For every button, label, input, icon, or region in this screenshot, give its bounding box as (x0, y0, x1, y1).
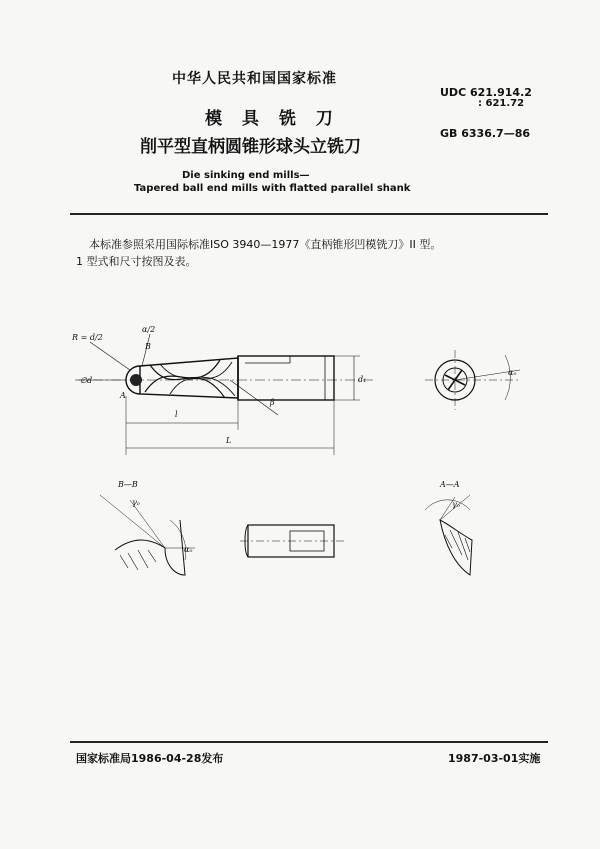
label-rake-angle-aa: γₒ (452, 500, 460, 509)
reference-paragraph: 本标准参照采用国际标准ISO 3940—1977《直柄锥形凹模铣刀》II 型。 (89, 238, 442, 251)
issuing-country-header: 中华人民共和国国家标准 (172, 71, 337, 87)
label-radius: R = d/2 (72, 333, 103, 342)
label-helix-angle: β (270, 398, 275, 407)
footer-rule (70, 741, 548, 743)
label-section-aa: A—A (440, 480, 460, 489)
label-half-taper: α/2 (142, 325, 156, 334)
title-cn-line2: 削平型直柄圆锥形球头立铣刀 (140, 137, 361, 157)
label-shank-diameter: d₁ (358, 375, 367, 384)
issue-date: 国家标准局1986-04-28发布 (76, 752, 224, 765)
effective-date: 1987-03-01实施 (448, 752, 541, 765)
label-section-a: A (120, 391, 126, 400)
label-flute-length: l (175, 410, 178, 419)
title-cn-line1: 模 具 铣 刀 (205, 109, 340, 129)
label-section-b: B (145, 342, 151, 351)
label-section-bb: B—B (118, 480, 138, 489)
section-1-heading: 1 型式和尺寸按图及表。 (76, 255, 197, 268)
udc-code: UDC 621.914.2 (440, 86, 532, 99)
title-en-line1: Die sinking end mills— (182, 170, 310, 181)
label-rake-angle-bb: γₒ (132, 498, 140, 507)
udc-code-line2: : 621.72 (478, 98, 525, 109)
label-overall-length: L (226, 436, 232, 445)
label-end-relief-angle: αₒ (508, 368, 517, 377)
label-relief-angle-bb: αₒ (184, 545, 193, 554)
gb-standard-number: GB 6336.7—86 (440, 127, 530, 140)
title-en-line2: Tapered ball end mills with flatted parallel shank (134, 183, 411, 194)
label-diameter: ∅d (80, 376, 93, 385)
